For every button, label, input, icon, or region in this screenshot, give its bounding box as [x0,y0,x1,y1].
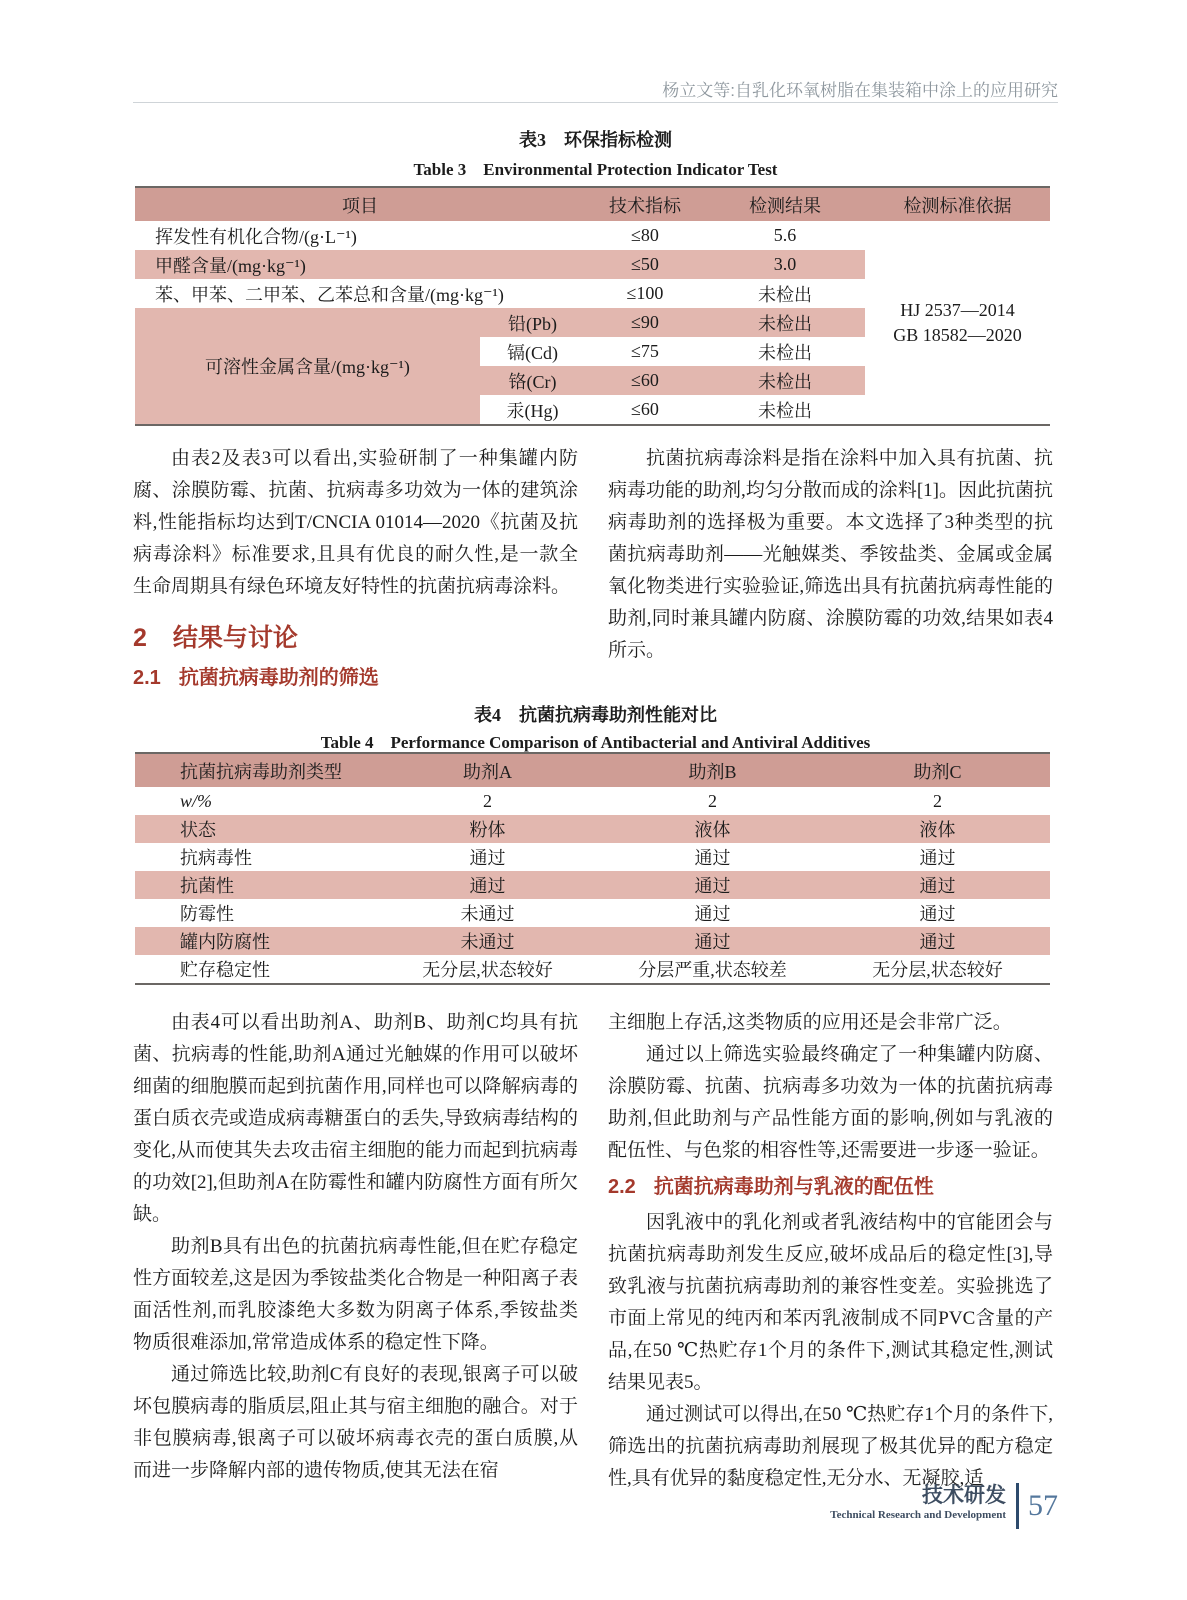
section-heading-2-1 [133,663,578,693]
table4-cell-label: w/% [180,790,213,811]
table3-cell-item: 甲醛含量/(mg·kg⁻¹) [135,250,585,279]
table4-cell-label: 状态 [135,815,375,843]
table3-caption-en: Table 3 Environmental Protection Indicator Test [413,160,778,179]
section-title: 结果与讨论 [172,624,298,652]
table3-cell-metal: 铬(Cr) [480,366,585,395]
table4 [135,752,1050,985]
table3-cell-tech: ≤60 [631,399,659,419]
right-column [608,443,1053,693]
table4-cell-b: 液体 [600,815,825,843]
table4-col-additive-a: 助剂A [375,754,600,787]
table3-cell-metal: 铅(Pb) [480,308,585,337]
page-number: 57 [1028,1489,1058,1522]
table4-cell-c: 2 [933,790,942,811]
table4-cell-label: 贮存稳定性 [180,960,270,980]
table4-row-dosage [135,787,1050,815]
table3 [135,186,1050,426]
table4-row-antiviral [135,843,1050,871]
table4-caption-en: Table 4 Performance Comparison of Antibacterial and Antiviral Additives [320,733,871,752]
table4-row-antimold [135,899,1050,927]
footer-section [830,1483,1006,1523]
paragraph: 因乳液中的乳化剂或者乳液结构中的官能团会与抗菌抗病毒助剂发生反应,破坏成品后的稳定性[3],导致乳液与抗菌抗病毒助剂的兼容性变差。实验挑选了市面上常见的纯丙和苯丙乳液制成不同PVC含量的产品,在50 ℃热贮存1个月的条件下,测试其稳定性,测试结果见表5。 [608,1212,1053,1393]
table4-caption-cn: 表4 抗菌抗病毒助剂性能对比 [474,705,717,725]
table4-cell-a: 未通过 [375,927,600,955]
table3-cell-tech: ≤80 [631,225,659,245]
table4-row-antibacterial [135,871,1050,899]
table3-cell-tech: ≤100 [626,283,664,303]
table4-cell-b: 分层严重,状态较差 [638,960,787,980]
section-heading-2 [133,621,578,655]
table4-cell-c: 液体 [825,815,1050,843]
table4-cell-label: 抗菌性 [135,871,375,899]
table3-cell-tech: ≤75 [631,341,659,361]
table3-cell-metal: 汞(Hg) [506,400,559,421]
paragraph: 通过以上筛选实验最终确定了一种集罐内防腐、涂膜防霉、抗菌、抗病毒多功效为一体的抗菌抗病毒助剂,但此助剂与产品性能方面的影响,例如与乳液的配伍性、与色浆的相容性等,还需要进一步逐一验证。 [608,1044,1053,1161]
table4-cell-c: 通过 [919,904,956,924]
paragraph: 由表4可以看出助剂A、助剂B、助剂C均具有抗菌、抗病毒的性能,助剂A通过光触媒的作用可以破坏细菌的细胞膜而起到抗菌作用,同样也可以降解病毒的蛋白质衣壳或造成病毒糖蛋白的丢失,导致病毒结构的变化,从而使其失去攻击宿主细胞的能力而起到抗病毒的功效[2],但助剂A在防霉性和罐内防腐性方面有所欠缺。 [133,1012,578,1225]
table3-cell-result: 5.6 [773,225,797,245]
running-head: 杨立文等:自乳化环氧树脂在集装箱中涂上的应用研究 [662,81,1058,100]
section-title: 抗菌抗病毒助剂的筛选 [178,667,379,689]
table3-cell-result: 未检出 [758,400,812,421]
table3-col-item: 项目 [135,188,585,221]
paragraph: 抗菌抗病毒涂料是指在涂料中加入具有抗菌、抗病毒功能的助剂,均匀分散而成的涂料[1]。因此抗菌抗病毒助剂的选择极为重要。本文选择了3种类型的抗菌抗病毒助剂——光触媒类、季铵盐类、金属或金属氧化物类进行实验验证,筛选出具有抗菌抗病毒性能的助剂,同时兼具罐内防腐、涂膜防霉的功效,结果如表4所示。 [608,448,1053,661]
footer [830,1483,1058,1529]
footer-section-en: Technical Research and Development [830,1509,1006,1521]
table3-cell-item: 挥发性有机化合物/(g·L⁻¹) [155,226,357,247]
paragraph: 主细胞上存活,这类物质的应用还是会非常广泛。 [608,1012,1012,1033]
table4-cell-a: 无分层,状态较好 [422,960,553,980]
standard-line: GB 18582—2020 [893,324,1022,345]
paragraph: 通过测试可以得出,在50 ℃热贮存1个月的条件下,筛选出的抗菌抗病毒助剂展现了极其优异的配方稳定性,具有优异的黏度稳定性,无分水、无凝胶,适 [608,1404,1053,1489]
table4-col-additive-c: 助剂C [825,754,1050,787]
paragraph: 由表2及表3可以看出,实验研制了一种集罐内防腐、涂膜防霉、抗菌、抗病毒多功效为一体的建筑涂料,性能指标均达到T/CNCIA 01014—2020《抗菌及抗病毒涂料》标准要求,且具有优良的耐久性,是一款全生命周期具有绿色环境友好特性的抗菌抗病毒涂料。 [133,448,578,597]
table3-cell-metal: 镉(Cd) [507,342,558,363]
left-column [133,443,578,693]
table4-cell-a: 通过 [375,871,600,899]
table4-cell-c: 通过 [825,927,1050,955]
table3-header-row [135,188,1050,221]
table3-cell-result: 未检出 [705,366,865,395]
table4-cell-c: 无分层,状态较好 [872,960,1003,980]
section-number: 2.1 [133,667,161,689]
intro-columns [133,443,1053,693]
table4-cell-b: 通过 [600,871,825,899]
section-heading-2-2 [608,1172,1053,1202]
table3-cell-result: 未检出 [758,284,812,305]
table4-cell-c: 通过 [825,871,1050,899]
table3-cell-tech: ≤90 [585,308,705,337]
table4-row-incan-preservation [135,927,1050,955]
table3-col-standard: 检测标准依据 [865,188,1050,221]
table3-cell-item: 苯、甲苯、二甲苯、乙苯总和含量/(mg·kg⁻¹) [155,284,504,305]
table4-cell-c: 通过 [919,848,956,868]
table4-cell-a: 通过 [469,848,506,868]
table4-col-additive-b: 助剂B [600,754,825,787]
table4-row-storage-stability [135,955,1050,983]
table3-col-tech: 技术指标 [585,188,705,221]
table3-metals-label: 可溶性金属含量/(mg·kg⁻¹) [135,308,480,424]
table4-cell-b: 2 [708,790,717,811]
table3-cell-result: 未检出 [758,342,812,363]
standard-line: HJ 2537—2014 [900,299,1015,320]
table3-col-result: 检测结果 [705,188,865,221]
table4-cell-b: 通过 [694,848,731,868]
table4-row-state [135,815,1050,843]
table3-cell-result: 未检出 [705,308,865,337]
table4-header-row [135,754,1050,787]
left-column [133,1007,578,1495]
footer-divider-bar [1016,1483,1019,1529]
section-number: 2.2 [608,1176,636,1198]
table4-col-type: 抗菌抗病毒助剂类型 [135,754,375,787]
table3-cell-tech: ≤60 [585,366,705,395]
paragraph: 助剂B具有出色的抗菌抗病毒性能,但在贮存稳定性方面较差,这是因为季铵盐类化合物是一种阳离子表面活性剂,而乳胶漆绝大多数为阴离子体系,季铵盐类物质很难添加,常常造成体系的稳定性下降。 [133,1236,578,1353]
right-column [608,1007,1053,1495]
table3-cell-tech: ≤50 [585,250,705,279]
table4-cell-label: 抗病毒性 [180,848,252,868]
header-divider [133,102,1058,103]
footer-section-cn: 技术研发 [922,1484,1006,1507]
table4-cell-a: 未通过 [460,904,515,924]
paragraph: 通过筛选比较,助剂C有良好的表现,银离子可以破坏包膜病毒的脂质层,阻止其与宿主细胞的融合。对于非包膜病毒,银离子可以破坏病毒衣壳的蛋白质膜,从而进一步降解内部的遗传物质,使其无法在宿 [133,1364,578,1481]
table4-cell-label: 罐内防腐性 [135,927,375,955]
table4-cell-b: 通过 [600,927,825,955]
section-number: 2 [133,624,147,652]
section-title: 抗菌抗病毒助剂与乳液的配伍性 [653,1176,934,1198]
table4-cell-a: 2 [483,790,492,811]
table4-cell-a: 粉体 [375,815,600,843]
table4-cell-label: 防霉性 [180,904,234,924]
table4-cell-b: 通过 [694,904,731,924]
table3-caption-cn: 表3 环保指标检测 [519,130,672,150]
discussion-columns [133,1007,1053,1495]
table3-standard-merged-cell [865,221,1050,424]
table3-cell-result: 3.0 [705,250,865,279]
